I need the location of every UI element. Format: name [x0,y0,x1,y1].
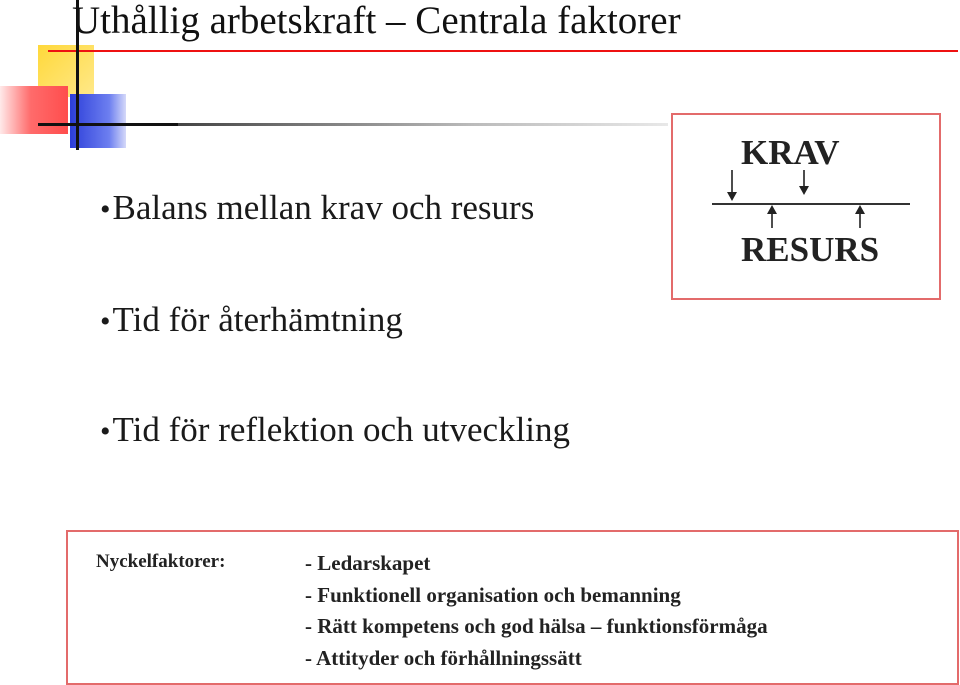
down-arrow-icon [727,170,737,201]
up-arrow-icon [767,205,777,228]
list-item: - Ledarskapet [305,551,431,575]
list-item: - Funktionell organisation och bemanning [305,582,681,607]
bullet-text: Tid för återhämtning [112,300,403,339]
bullet-dot: • [100,415,111,448]
decor-red-rule [48,50,958,52]
bullet-text: Tid för reflektion och utveckling [112,410,571,449]
resurs-label: RESURS [741,230,880,269]
down-arrow-icon [799,170,809,195]
bullet-reflection [100,410,570,452]
bullet-text: Balans mellan krav och resurs [112,188,535,227]
list-item: - Attityder och förhållningssätt [305,645,582,670]
bullet-dot: • [100,193,111,226]
key-factors-list [305,548,768,674]
up-arrow-icon [855,205,865,228]
key-factors-label: Nyckelfaktorer: [96,551,226,572]
krav-label: KRAV [741,133,840,172]
bullet-balance [100,188,534,230]
list-item: - Rätt kompetens och god hälsa – funktionsförmåga [305,614,768,638]
decor-black-rule [38,123,178,126]
decor-fade-rule [178,123,668,126]
bullet-dot: • [100,305,111,338]
slide-title: Uthållig arbetskraft – Centrala faktorer [72,0,681,42]
balance-arrows [700,168,920,228]
decor-red-square [0,86,68,134]
bullet-recovery [100,300,403,342]
